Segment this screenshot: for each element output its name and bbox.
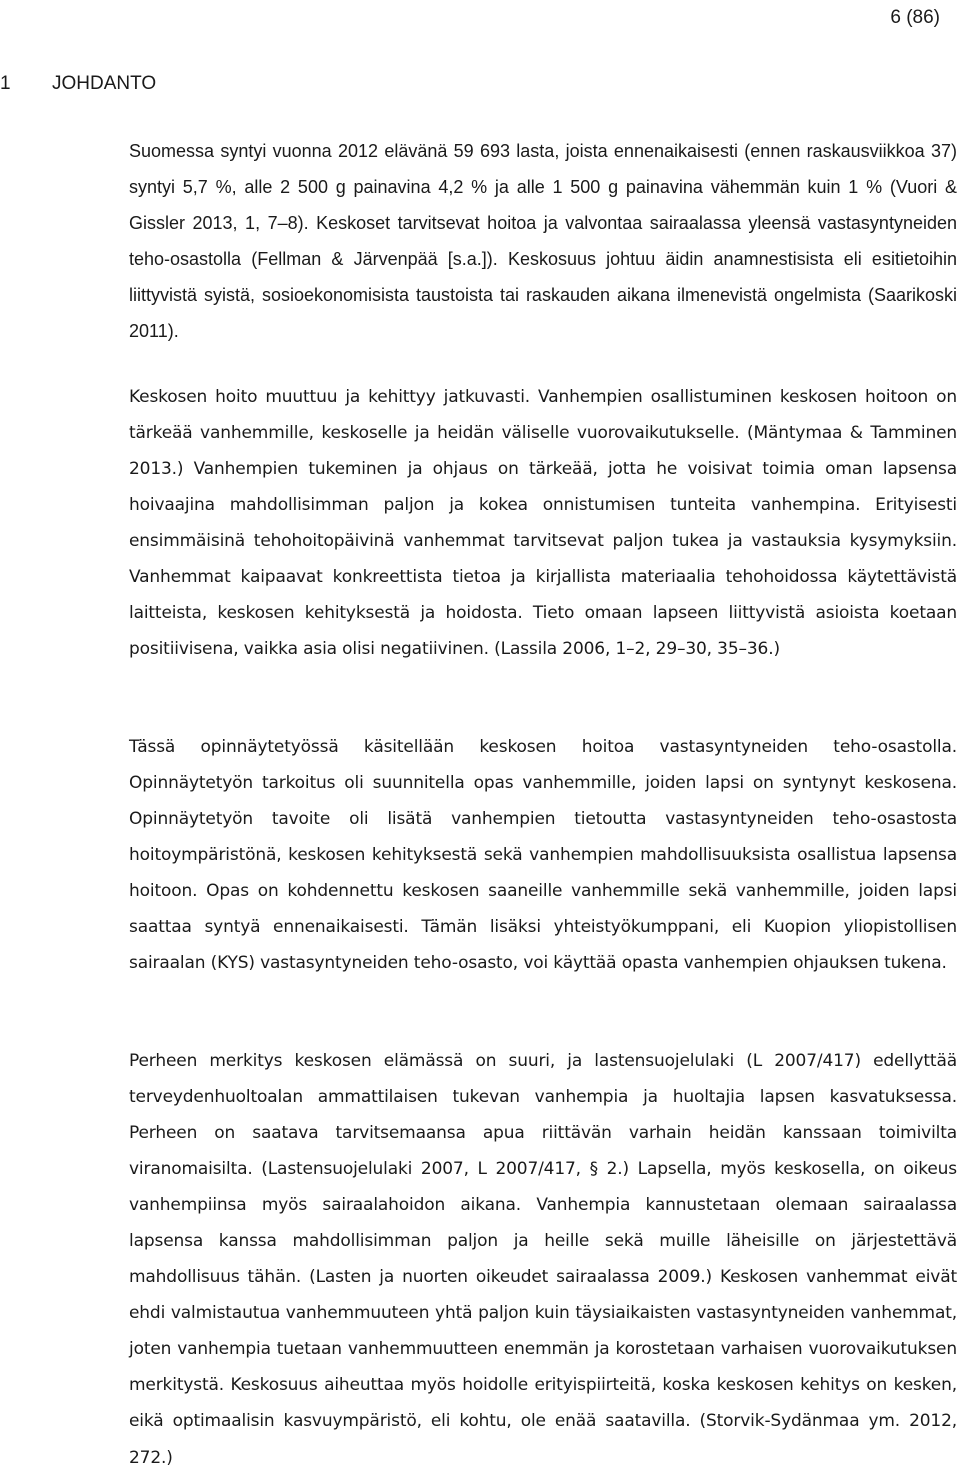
chapter-title: JOHDANTO bbox=[52, 73, 157, 94]
chapter-heading bbox=[0, 70, 156, 98]
paragraph-family-significance: Perheen merkitys keskosen elämässä on suuri, ja lastensuojelulaki (L 2007/417) edellyttää terveydenhuoltoalan ammattilaisen tukevan vanhempia ja huoltajia lapsen kasvatuksessa. Perheen on saatava tarvitsemaansa apua riittävän varhain heidän kanssaan toimivilta viranomaisilta. (Lastensuojelulaki 2007, L 2007/417, § 2.) Lapsella, myös keskosella, on oikeus vanhempiinsa myös sairaalahoidon aikana. Vanhempia kannustetaan olemaan sairaalassa lapsensa kanssa mahdollisimman paljon ja heille sekä muille läheisille on järjestettävä mahdollisuus tähän. (Lasten ja nuorten oikeudet sairaalassa 2009.) Keskosen vanhemmat eivät ehdi valmistautua vanhemmuuteen yhtä paljon kuin täysiaikaisten vastasyntyneiden vanhemmat, joten vanhempia tuetaan vanhemmuutteen enemmän ja korostetaan varhaisen vuorovaikutuksen merkitystä. Keskosuus aiheuttaa myös hoidolle erityispiirteitä, koska keskosen kehitys on kesken, eikä optimaalisin kasvuympäristö, eli kohtu, ole enää saatavilla. (Storvik-Sydänmaa ym. 2012, 272.) bbox=[129, 1051, 957, 1468]
paragraph-thesis-purpose: Tässä opinnäytetyössä käsitellään keskosen hoitoa vastasyntyneiden teho-osastolla. Opinnäytetyön tarkoitus oli suunnitella opas vanhemmille, joiden lapsi on syntynyt keskosena. Opinnäytetyön tavoite oli lisätä vanhempien tietoutta vastasyntyneiden teho-osastosta hoitoympäristönä, keskosen kehityksestä sekä vanhempien mahdollisuuksista osallistua lapsensa hoitoon. Opas on kohdennettu keskosen saaneille vanhemmille sekä vanhemmille, joiden lapsi saattaa syntyä ennenaikaisesti. Tämän lisäksi yhteistyökumppani, eli Kuopion yliopistollisen sairaalan (KYS) vastasyntyneiden teho-osasto, voi käyttää opasta vanhempien ohjauksen tukena. bbox=[129, 737, 957, 974]
chapter-number: 1 bbox=[0, 73, 11, 94]
paragraph-parent-involvement: Keskosen hoito muuttuu ja kehittyy jatkuvasti. Vanhempien osallistuminen keskosen hoitoon on tärkeää vanhemmille, keskoselle ja heidän väliselle vuorovaikutukselle. (Mäntymaa & Tamminen 2013.) Vanhempien tukeminen ja ohjaus on tärkeää, jotta he voisivat toimia oman lapsensa hoivaajina mahdollisimman paljon ja kokea onnistumisen tunteita vanhempina. Erityisesti ensimmäisinä tehohoitopäivinä vanhemmat tarvitsevat paljon tukea ja vastauksia kysymyksiin. Vanhemmat kaipaavat konkreettista tietoa ja kirjallista materiaalia tehohoidossa käytettävistä laitteista, keskosen kehityksestä ja hoidosta. Tieto omaan lapseen liittyvistä asioista koetaan positiivisena, vaikka asia olisi negatiivinen. (Lassila 2006, 1–2, 29–30, 35–36.) bbox=[129, 387, 957, 660]
page-number: 6 (86) bbox=[890, 7, 940, 28]
paragraph-intro: Suomessa syntyi vuonna 2012 elävänä 59 693 lasta, joista ennenaikaisesti (ennen raskausviikkoa 37) syntyi 5,7 %, alle 2 500 g painavina 4,2 % ja alle 1 500 g painavina vähemmän kuin 1 % (Vuori & Gissler 2013, 1, 7–8). Keskoset tarvitsevat hoitoa ja valvontaa sairaalassa yleensä vastasyntyneiden teho-osastolla (Fellman & Järvenpää [s.a.]). Keskosuus johtuu äidin anamnestisista eli esitietoihin liittyvistä syistä, sosioekonomisista taustoista tai raskauden aikana ilmenevistä ongelmista (Saarikoski 2011). bbox=[129, 141, 957, 342]
